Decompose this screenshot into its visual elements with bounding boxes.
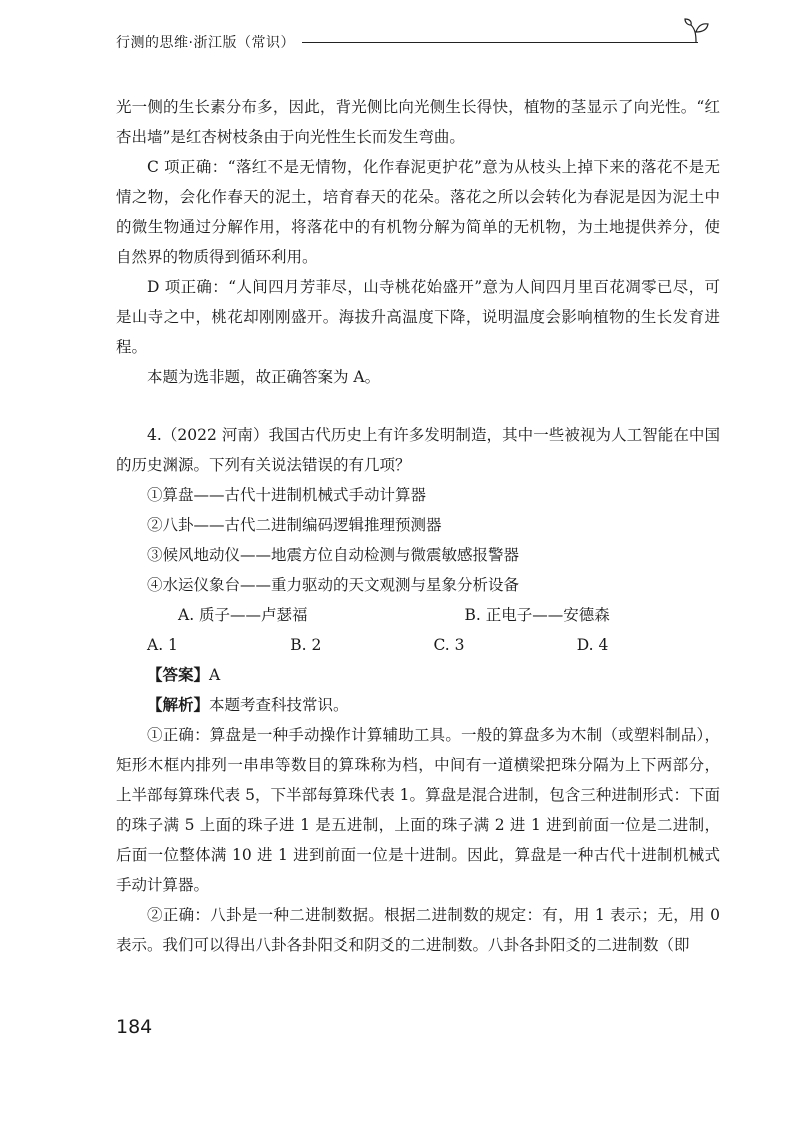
analysis-paragraph: ②正确：八卦是一种二进制数据。根据二进制数的规定：有，用 1 表示；无，用 0 表示。我们可以得出八卦各卦阳爻和阴爻的二进制数。八卦各卦阳爻的二进制数（即 bbox=[116, 906, 720, 954]
analysis-line bbox=[116, 690, 720, 720]
option-d-explanation: D 项正确：“人间四月芳菲尽，山寺桃花始盛开”意为人间四月里百花凋零已尽，可是山寺之中，桃花却刚刚盛开。海拔升高温度下降，说明温度会影响植物的生长发育进程。 bbox=[116, 278, 720, 356]
question-stem: 4.（2022 河南）我国古代历史上有许多发明制造，其中一些被视为人工智能在中国的历史渊源。下列有关说法错误的有几项？ bbox=[116, 426, 720, 474]
sprout-icon bbox=[682, 16, 712, 44]
choice-d: D. 4 bbox=[576, 636, 609, 654]
header-title: 行测的思维·浙江版（常识） bbox=[116, 35, 295, 51]
header-rule bbox=[302, 42, 698, 43]
body-paragraph: 光一侧的生长素分布多，因此，背光侧比向光侧生长得快，植物的茎显示了向光性。“红杏出墙”是红杏树枝条由于向光性生长而发生弯曲。 bbox=[116, 98, 720, 146]
analysis-paragraph: ①正确：算盘是一种手动操作计算辅助工具。一般的算盘多为木制（或塑料制品），矩形木框内排列一串串等数目的算珠称为档，中间有一道横梁把珠分隔为上下两部分，上半部每算珠代表 5，下半部每算珠代表 1。算盘是混合进制，包含三种进制形式：下面的珠子满 5 上面的珠子进 1 是五进制，上面的珠子满 2 进 1 进到前面一位是二进制，后面一位整体满 10 进 1 进到前面一位是十进制。因此，算盘是一种古代十进制机械式手动计算器。 bbox=[116, 726, 720, 894]
page-number: 184 bbox=[116, 1016, 153, 1038]
pair-options-row bbox=[116, 600, 720, 630]
answer-value: A bbox=[209, 666, 221, 684]
pair-option: A. 质子——卢瑟福 bbox=[178, 606, 308, 624]
conclusion-paragraph: 本题为选非题，故正确答案为 A。 bbox=[147, 368, 381, 386]
choice-b: B. 2 bbox=[290, 636, 322, 654]
question-item: ③候风地动仪——地震方位自动检测与微震敏感报警器 bbox=[147, 546, 520, 564]
choice-c: C. 3 bbox=[433, 636, 465, 654]
answer-label: 【答案】 bbox=[147, 665, 210, 684]
question-item: ①算盘——古代十进制机械式手动计算器 bbox=[147, 486, 427, 504]
analysis-label: 【解析】 bbox=[147, 695, 210, 714]
answer-line bbox=[116, 660, 720, 690]
pair-option: B. 正电子——安德森 bbox=[464, 606, 610, 624]
option-c-explanation: C 项正确：“落红不是无情物，化作春泥更护花”意为从枝头上掉下来的落花不是无情之物，会化作春天的泥土，培育春天的花朵。落花之所以会转化为春泥是因为泥土中的微生物通过分解作用，将落花中的有机物分解为简单的无机物，为土地提供养分，使自然界的物质得到循环利用。 bbox=[116, 158, 720, 266]
choice-a: A. 1 bbox=[147, 636, 178, 654]
question-item: ④水运仪象台——重力驱动的天文观测与星象分析设备 bbox=[147, 576, 520, 594]
page-content bbox=[116, 92, 720, 960]
choices-row bbox=[116, 630, 720, 660]
question-item: ②八卦——古代二进制编码逻辑推理预测器 bbox=[147, 516, 442, 534]
running-header bbox=[116, 30, 716, 60]
analysis-intro: 本题考查科技常识。 bbox=[209, 696, 349, 714]
